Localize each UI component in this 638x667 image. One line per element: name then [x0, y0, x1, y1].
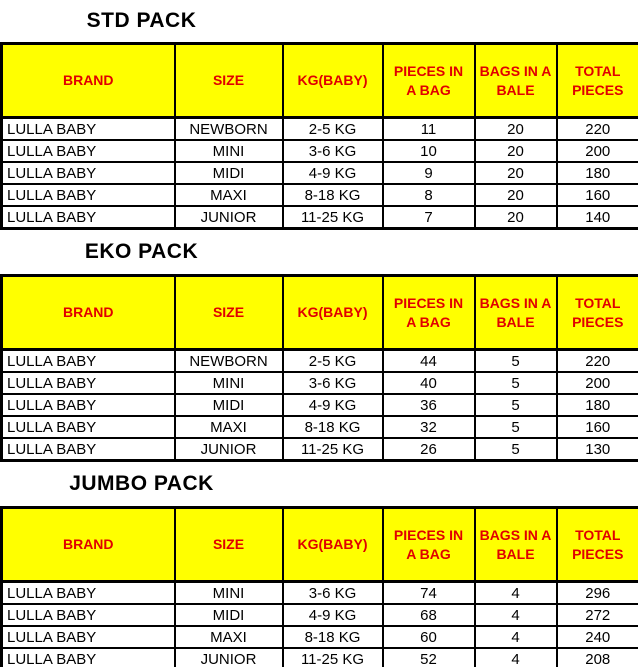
table-cell: 296: [557, 582, 638, 605]
table-cell: 140: [557, 206, 638, 229]
table-row: [2, 648, 638, 667]
table-cell: LULLA BABY: [2, 438, 175, 461]
table-cell: 200: [557, 140, 638, 162]
table-cell: 220: [557, 350, 638, 373]
table-cell: 3-6 KG: [283, 140, 383, 162]
table-cell: 11-25 KG: [283, 438, 383, 461]
table-row: [2, 372, 638, 394]
table-cell: 4: [475, 582, 557, 605]
table-cell: NEWBORN: [175, 118, 283, 141]
column-header: PIECES IN A BAG: [383, 44, 475, 118]
std-pack-title: STD PACK: [86, 9, 197, 32]
table-cell: 52: [383, 648, 475, 667]
table-cell: 180: [557, 162, 638, 184]
table-cell: LULLA BABY: [2, 372, 175, 394]
table-cell: 4: [475, 604, 557, 626]
table-row: [2, 184, 638, 206]
table-cell: 7: [383, 206, 475, 229]
column-header: KG(BABY): [283, 276, 383, 350]
column-header: SIZE: [175, 276, 283, 350]
header-row: [2, 508, 638, 582]
table-cell: 74: [383, 582, 475, 605]
table-row: [2, 162, 638, 184]
header-row: [2, 44, 638, 118]
table-cell: LULLA BABY: [2, 162, 175, 184]
table-cell: 26: [383, 438, 475, 461]
table-cell: MAXI: [175, 626, 283, 648]
column-header: TOTAL PIECES: [557, 276, 638, 350]
table-cell: 11: [383, 118, 475, 141]
table-row: [2, 582, 638, 605]
table-cell: MINI: [175, 372, 283, 394]
table-cell: 8-18 KG: [283, 184, 383, 206]
table-row: [2, 350, 638, 373]
table-cell: 36: [383, 394, 475, 416]
table-cell: 3-6 KG: [283, 582, 383, 605]
table-cell: 200: [557, 372, 638, 394]
table-cell: 68: [383, 604, 475, 626]
table-cell: LULLA BABY: [2, 416, 175, 438]
column-header: BAGS IN A BALE: [475, 276, 557, 350]
table-cell: 160: [557, 184, 638, 206]
column-header: BAGS IN A BALE: [475, 44, 557, 118]
header-row: [2, 276, 638, 350]
table-cell: LULLA BABY: [2, 626, 175, 648]
table-cell: MIDI: [175, 394, 283, 416]
table-cell: MIDI: [175, 162, 283, 184]
table-cell: MINI: [175, 582, 283, 605]
table-cell: 20: [475, 206, 557, 229]
table-cell: 208: [557, 648, 638, 667]
table-cell: 5: [475, 438, 557, 461]
table-cell: 8-18 KG: [283, 416, 383, 438]
table-cell: LULLA BABY: [2, 118, 175, 141]
table-cell: 11-25 KG: [283, 648, 383, 667]
column-header: KG(BABY): [283, 508, 383, 582]
table-cell: JUNIOR: [175, 206, 283, 229]
table-cell: 4: [475, 626, 557, 648]
table-cell: LULLA BABY: [2, 206, 175, 229]
table-cell: 11-25 KG: [283, 206, 383, 229]
table-cell: NEWBORN: [175, 350, 283, 373]
table-cell: LULLA BABY: [2, 648, 175, 667]
table-cell: 8-18 KG: [283, 626, 383, 648]
table-cell: 32: [383, 416, 475, 438]
column-header: BAGS IN A BALE: [475, 508, 557, 582]
table-cell: MIDI: [175, 604, 283, 626]
table-cell: 4-9 KG: [283, 162, 383, 184]
table-cell: 130: [557, 438, 638, 461]
table-cell: JUNIOR: [175, 438, 283, 461]
table-cell: 2-5 KG: [283, 118, 383, 141]
table-row: [2, 416, 638, 438]
table-cell: 5: [475, 372, 557, 394]
table-cell: 4: [475, 648, 557, 667]
table-cell: MAXI: [175, 416, 283, 438]
table-row: [2, 140, 638, 162]
table-row: [2, 626, 638, 648]
table-cell: 240: [557, 626, 638, 648]
std-pack-table: [0, 42, 638, 230]
table-cell: LULLA BABY: [2, 582, 175, 605]
table-cell: 160: [557, 416, 638, 438]
column-header: BRAND: [2, 508, 175, 582]
table-cell: 20: [475, 184, 557, 206]
table-cell: 4-9 KG: [283, 604, 383, 626]
column-header: PIECES IN A BAG: [383, 276, 475, 350]
table-cell: 5: [475, 416, 557, 438]
table-cell: 44: [383, 350, 475, 373]
table-cell: LULLA BABY: [2, 140, 175, 162]
table-row: [2, 206, 638, 229]
table-cell: 20: [475, 118, 557, 141]
table-cell: 8: [383, 184, 475, 206]
table-row: [2, 394, 638, 416]
table-cell: MINI: [175, 140, 283, 162]
column-header: BRAND: [2, 44, 175, 118]
table-cell: 20: [475, 140, 557, 162]
column-header: SIZE: [175, 44, 283, 118]
jumbo-pack-title: JUMBO PACK: [69, 472, 214, 495]
column-header: TOTAL PIECES: [557, 508, 638, 582]
table-cell: LULLA BABY: [2, 604, 175, 626]
column-header: BRAND: [2, 276, 175, 350]
column-header: SIZE: [175, 508, 283, 582]
table-cell: 4-9 KG: [283, 394, 383, 416]
table-row: [2, 438, 638, 461]
table-cell: 180: [557, 394, 638, 416]
eko-pack-title: EKO PACK: [84, 240, 199, 263]
table-cell: 272: [557, 604, 638, 626]
eko-pack-table: [0, 274, 638, 462]
table-cell: 60: [383, 626, 475, 648]
table-cell: LULLA BABY: [2, 350, 175, 373]
table-cell: 40: [383, 372, 475, 394]
column-header: KG(BABY): [283, 44, 383, 118]
table-cell: 10: [383, 140, 475, 162]
table-cell: JUNIOR: [175, 648, 283, 667]
table-cell: 20: [475, 162, 557, 184]
table-row: [2, 118, 638, 141]
table-cell: LULLA BABY: [2, 184, 175, 206]
table-cell: 5: [475, 394, 557, 416]
column-header: PIECES IN A BAG: [383, 508, 475, 582]
table-row: [2, 604, 638, 626]
table-cell: LULLA BABY: [2, 394, 175, 416]
jumbo-pack-table: [0, 506, 638, 667]
table-cell: 3-6 KG: [283, 372, 383, 394]
table-cell: 9: [383, 162, 475, 184]
table-cell: 220: [557, 118, 638, 141]
table-cell: MAXI: [175, 184, 283, 206]
column-header: TOTAL PIECES: [557, 44, 638, 118]
table-cell: 2-5 KG: [283, 350, 383, 373]
table-cell: 5: [475, 350, 557, 373]
